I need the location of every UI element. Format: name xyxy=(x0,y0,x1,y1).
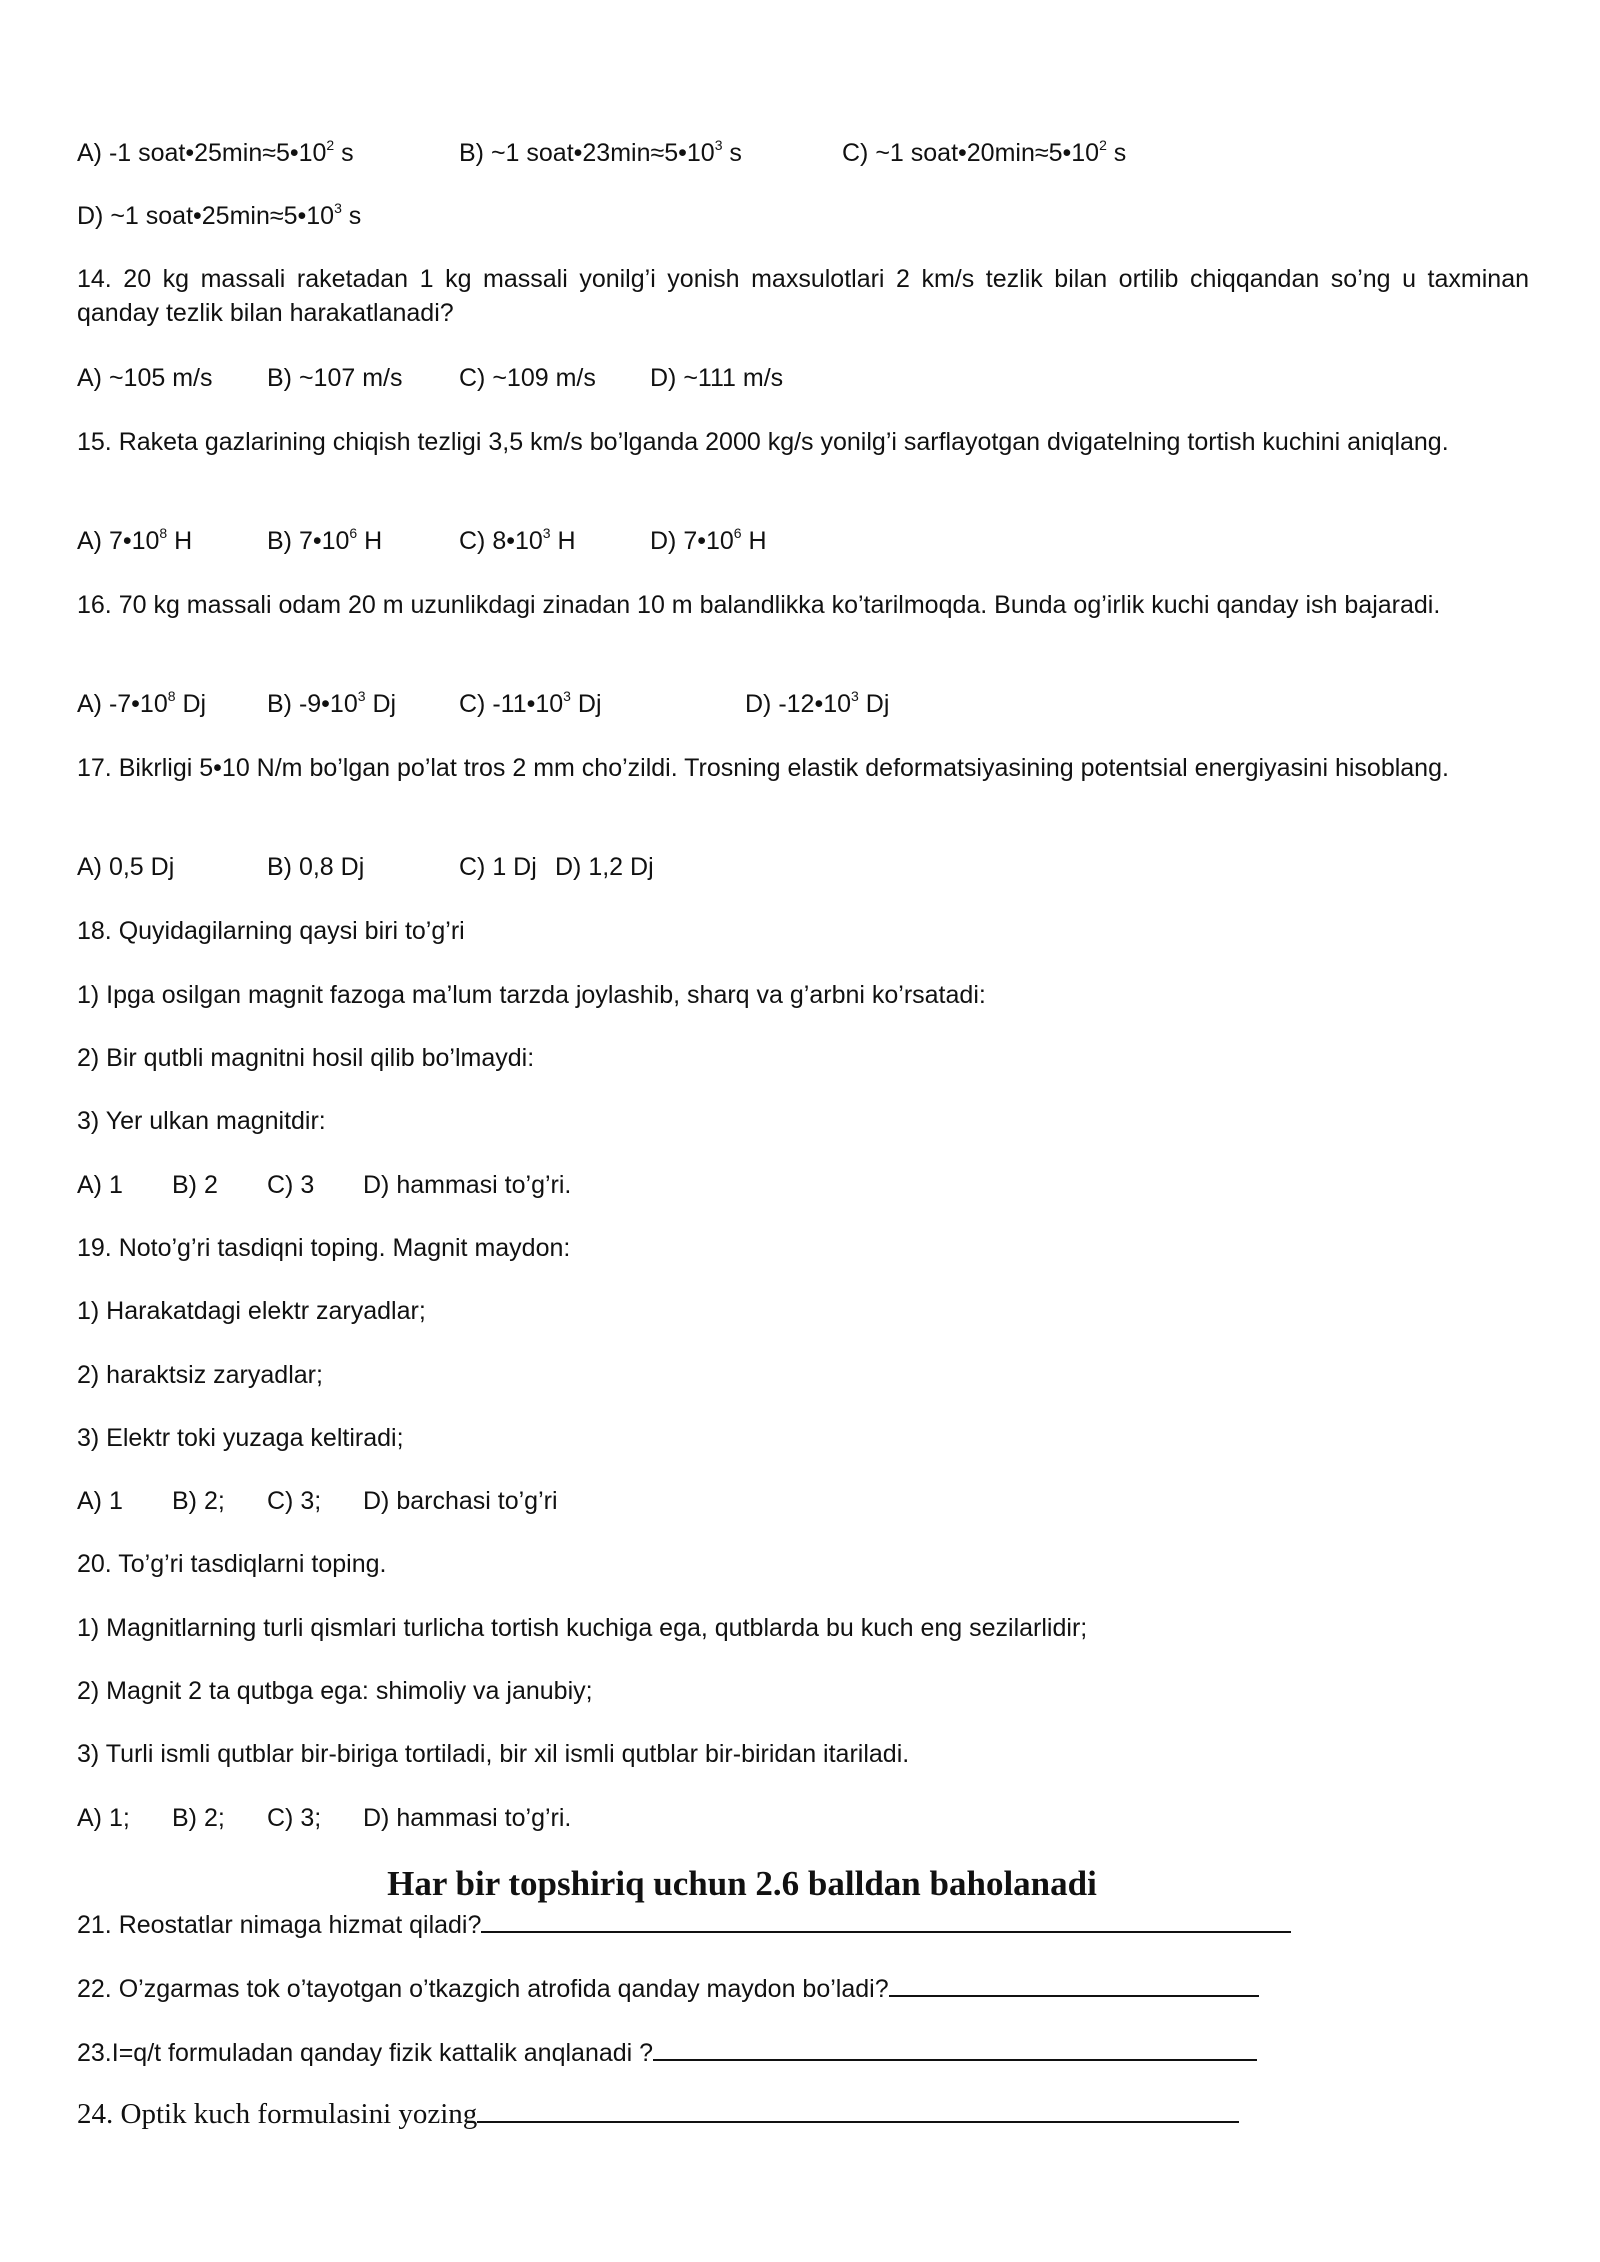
q13-c-text: C) ~1 soat•20min≈5•10 xyxy=(842,139,1100,167)
q18-statement-2: 2) Bir qutbli magnitni hosil qilib bo’lmaydi: xyxy=(77,1044,535,1072)
q16-b-exponent: 3 xyxy=(357,687,366,704)
q14-option-b: B) ~107 m/s xyxy=(267,364,403,392)
q17-option-b: B) 0,8 Dj xyxy=(267,853,365,881)
q16-d-text: D) -12•10 xyxy=(745,690,852,718)
q18-statement-3: 3) Yer ulkan magnitdir: xyxy=(77,1107,326,1135)
q19-statement-1: 1) Harakatdagi elektr zaryadlar; xyxy=(77,1297,426,1325)
q20-statement-1: 1) Magnitlarning turli qismlari turlicha tortish kuchiga ega, qutblarda bu kuch eng sezilarlidir; xyxy=(77,1614,1088,1642)
q22-row xyxy=(77,1969,1259,2006)
q15-b-text: B) 7•10 xyxy=(267,527,350,555)
q22-question: 22. O’zgarmas tok o’tayotgan o’tkazgich atrofida qanday maydon bo’ladi? xyxy=(77,1975,889,2003)
q15-option-a xyxy=(77,524,192,558)
q15-option-c xyxy=(459,524,576,558)
q21-question: 21. Reostatlar nimaga hizmat qiladi? xyxy=(77,1911,482,1939)
q17-option-c: C) 1 Dj xyxy=(459,853,537,881)
q13-a-unit: s xyxy=(334,139,354,167)
q16-question: 16. 70 kg massali odam 20 m uzunlikdagi zinadan 10 m balandlikka ko’tarilmoqda. Bunda og’irlik kuchi qanday ish bajaradi. xyxy=(77,591,1441,619)
q13-d-unit: s xyxy=(341,202,362,230)
q24-answer-line[interactable] xyxy=(477,2095,1239,2123)
q16-c-exponent: 3 xyxy=(563,687,571,704)
q16-option-c xyxy=(459,687,602,721)
q13-d-text: D) ~1 soat•25min≈5•10 xyxy=(77,202,335,230)
q15-a-unit: H xyxy=(167,527,193,555)
q24-row xyxy=(77,2095,1239,2131)
q19-options-row xyxy=(77,1484,1537,1518)
q18-options-row xyxy=(77,1168,1537,1202)
q13-c-unit: s xyxy=(1106,139,1127,167)
q20-options-row xyxy=(77,1801,1537,1835)
q15-d-exponent: 6 xyxy=(733,524,742,541)
q15-d-unit: H xyxy=(741,527,767,555)
q15-c-text: C) 8•10 xyxy=(459,527,543,555)
q19-option-d: D) barchasi to’g’ri xyxy=(363,1487,558,1515)
q13-b-text: B) ~1 soat•23min≈5•10 xyxy=(459,139,715,167)
q16-b-unit: Dj xyxy=(365,690,397,718)
q16-options-row xyxy=(77,687,1537,721)
q15-d-text: D) 7•10 xyxy=(650,527,734,555)
q20-option-c: C) 3; xyxy=(267,1804,322,1832)
q16-a-exponent: 8 xyxy=(167,687,176,704)
q13-d-exponent: 3 xyxy=(334,199,342,216)
section-heading: Har bir topshiriq uchun 2.6 balldan baholanadi xyxy=(387,1864,1097,1903)
q15-options-row xyxy=(77,524,1537,558)
q19-option-a: A) 1 xyxy=(77,1487,123,1515)
q23-row xyxy=(77,2033,1257,2070)
q18-option-c: C) 3 xyxy=(267,1171,315,1199)
q17-option-d: D) 1,2 Dj xyxy=(555,853,654,881)
q16-option-b xyxy=(267,687,396,721)
q16-d-exponent: 3 xyxy=(851,687,859,704)
q15-c-unit: H xyxy=(550,527,576,555)
q13-b-exponent: 3 xyxy=(714,136,723,153)
q16-c-unit: Dj xyxy=(570,690,602,718)
q16-d-unit: Dj xyxy=(858,690,890,718)
q13-b-unit: s xyxy=(722,139,742,167)
q16-a-unit: Dj xyxy=(175,690,207,718)
q16-b-text: B) -9•10 xyxy=(267,690,358,718)
q14-option-d: D) ~111 m/s xyxy=(650,364,784,392)
q13-options-row xyxy=(77,136,1537,170)
q15-option-b xyxy=(267,524,382,558)
q15-b-exponent: 6 xyxy=(349,524,358,541)
q14-options-row xyxy=(77,361,1537,395)
q21-row xyxy=(77,1905,1291,1942)
q16-c-text: C) -11•10 xyxy=(459,690,564,718)
q20-statement-2: 2) Magnit 2 ta qutbga ega: shimoliy va janubiy; xyxy=(77,1677,593,1705)
q13-a-text: A) -1 soat•25min≈5•10 xyxy=(77,139,327,167)
q18-question: 18. Quyidagilarning qaysi biri to’g’ri xyxy=(77,917,465,945)
q15-option-d xyxy=(650,524,767,558)
q14-option-a: A) ~105 m/s xyxy=(77,364,213,392)
q18-statement-1: 1) Ipga osilgan magnit fazoga ma’lum tarzda joylashib, sharq va g’arbni ko’rsatadi: xyxy=(77,981,986,1009)
q21-answer-line[interactable] xyxy=(481,1905,1291,1933)
q13-option-a xyxy=(77,136,354,170)
q23-question: 23.I=q/t formuladan qanday fizik kattalik anqlanadi ? xyxy=(77,2039,654,2067)
q18-option-b: B) 2 xyxy=(172,1171,218,1199)
q13-option-b xyxy=(459,136,742,170)
q22-answer-line[interactable] xyxy=(889,1969,1259,1997)
q20-option-b: B) 2; xyxy=(172,1804,225,1832)
q18-option-d: D) hammasi to’g’ri. xyxy=(363,1171,572,1199)
q20-option-d: D) hammasi to’g’ri. xyxy=(363,1804,572,1832)
q13-option-c xyxy=(842,136,1126,170)
q16-option-d xyxy=(745,687,889,721)
q20-statement-3: 3) Turli ismli qutblar bir-biriga tortiladi, bir xil ismli qutblar bir-biridan itariladi. xyxy=(77,1740,910,1768)
q16-a-text: A) -7•10 xyxy=(77,690,168,718)
q17-options-row xyxy=(77,850,1537,884)
q15-a-text: A) 7•10 xyxy=(77,527,160,555)
q17-question: 17. Bikrligi 5•10 N/m bo’lgan po’lat tros 2 mm cho’zildi. Trosning elastik deformatsiyasining potentsial energiyasini hisoblang. xyxy=(77,754,1449,782)
q16-option-a xyxy=(77,687,206,721)
q15-c-exponent: 3 xyxy=(542,524,551,541)
q18-option-a: A) 1 xyxy=(77,1171,123,1199)
q19-option-b: B) 2; xyxy=(172,1487,225,1515)
q24-question: 24. Optik kuch formulasini yozing xyxy=(77,2098,478,2130)
q19-statement-3: 3) Elektr toki yuzaga keltiradi; xyxy=(77,1424,404,1452)
q19-statement-2: 2) haraktsiz zaryadlar; xyxy=(77,1361,323,1389)
q13-a-exponent: 2 xyxy=(326,136,335,153)
q13-c-exponent: 2 xyxy=(1099,136,1107,153)
q19-question: 19. Noto’g’ri tasdiqni toping. Magnit maydon: xyxy=(77,1234,571,1262)
q19-option-c: C) 3; xyxy=(267,1487,322,1515)
q23-answer-line[interactable] xyxy=(653,2033,1257,2061)
q13-option-d xyxy=(77,199,361,233)
q20-option-a: A) 1; xyxy=(77,1804,130,1832)
q14-option-c: C) ~109 m/s xyxy=(459,364,596,392)
q15-question: 15. Raketa gazlarining chiqish tezligi 3,5 km/s bo’lganda 2000 kg/s yonilg’i sarflayotgan dvigatelning tortish kuchini aniqlang. xyxy=(77,428,1449,456)
q14-question: 14. 20 kg massali raketadan 1 kg massali yonilg’i yonish maxsulotlari 2 km/s tezlik bilan ortilib chiqqandan so’ng u taxminan qanday tezlik bilan harakatlanadi? xyxy=(77,265,1529,327)
q15-b-unit: H xyxy=(357,527,383,555)
q15-a-exponent: 8 xyxy=(159,524,168,541)
q17-option-a: A) 0,5 Dj xyxy=(77,853,175,881)
q20-question: 20. To’g’ri tasdiqlarni toping. xyxy=(77,1550,387,1578)
